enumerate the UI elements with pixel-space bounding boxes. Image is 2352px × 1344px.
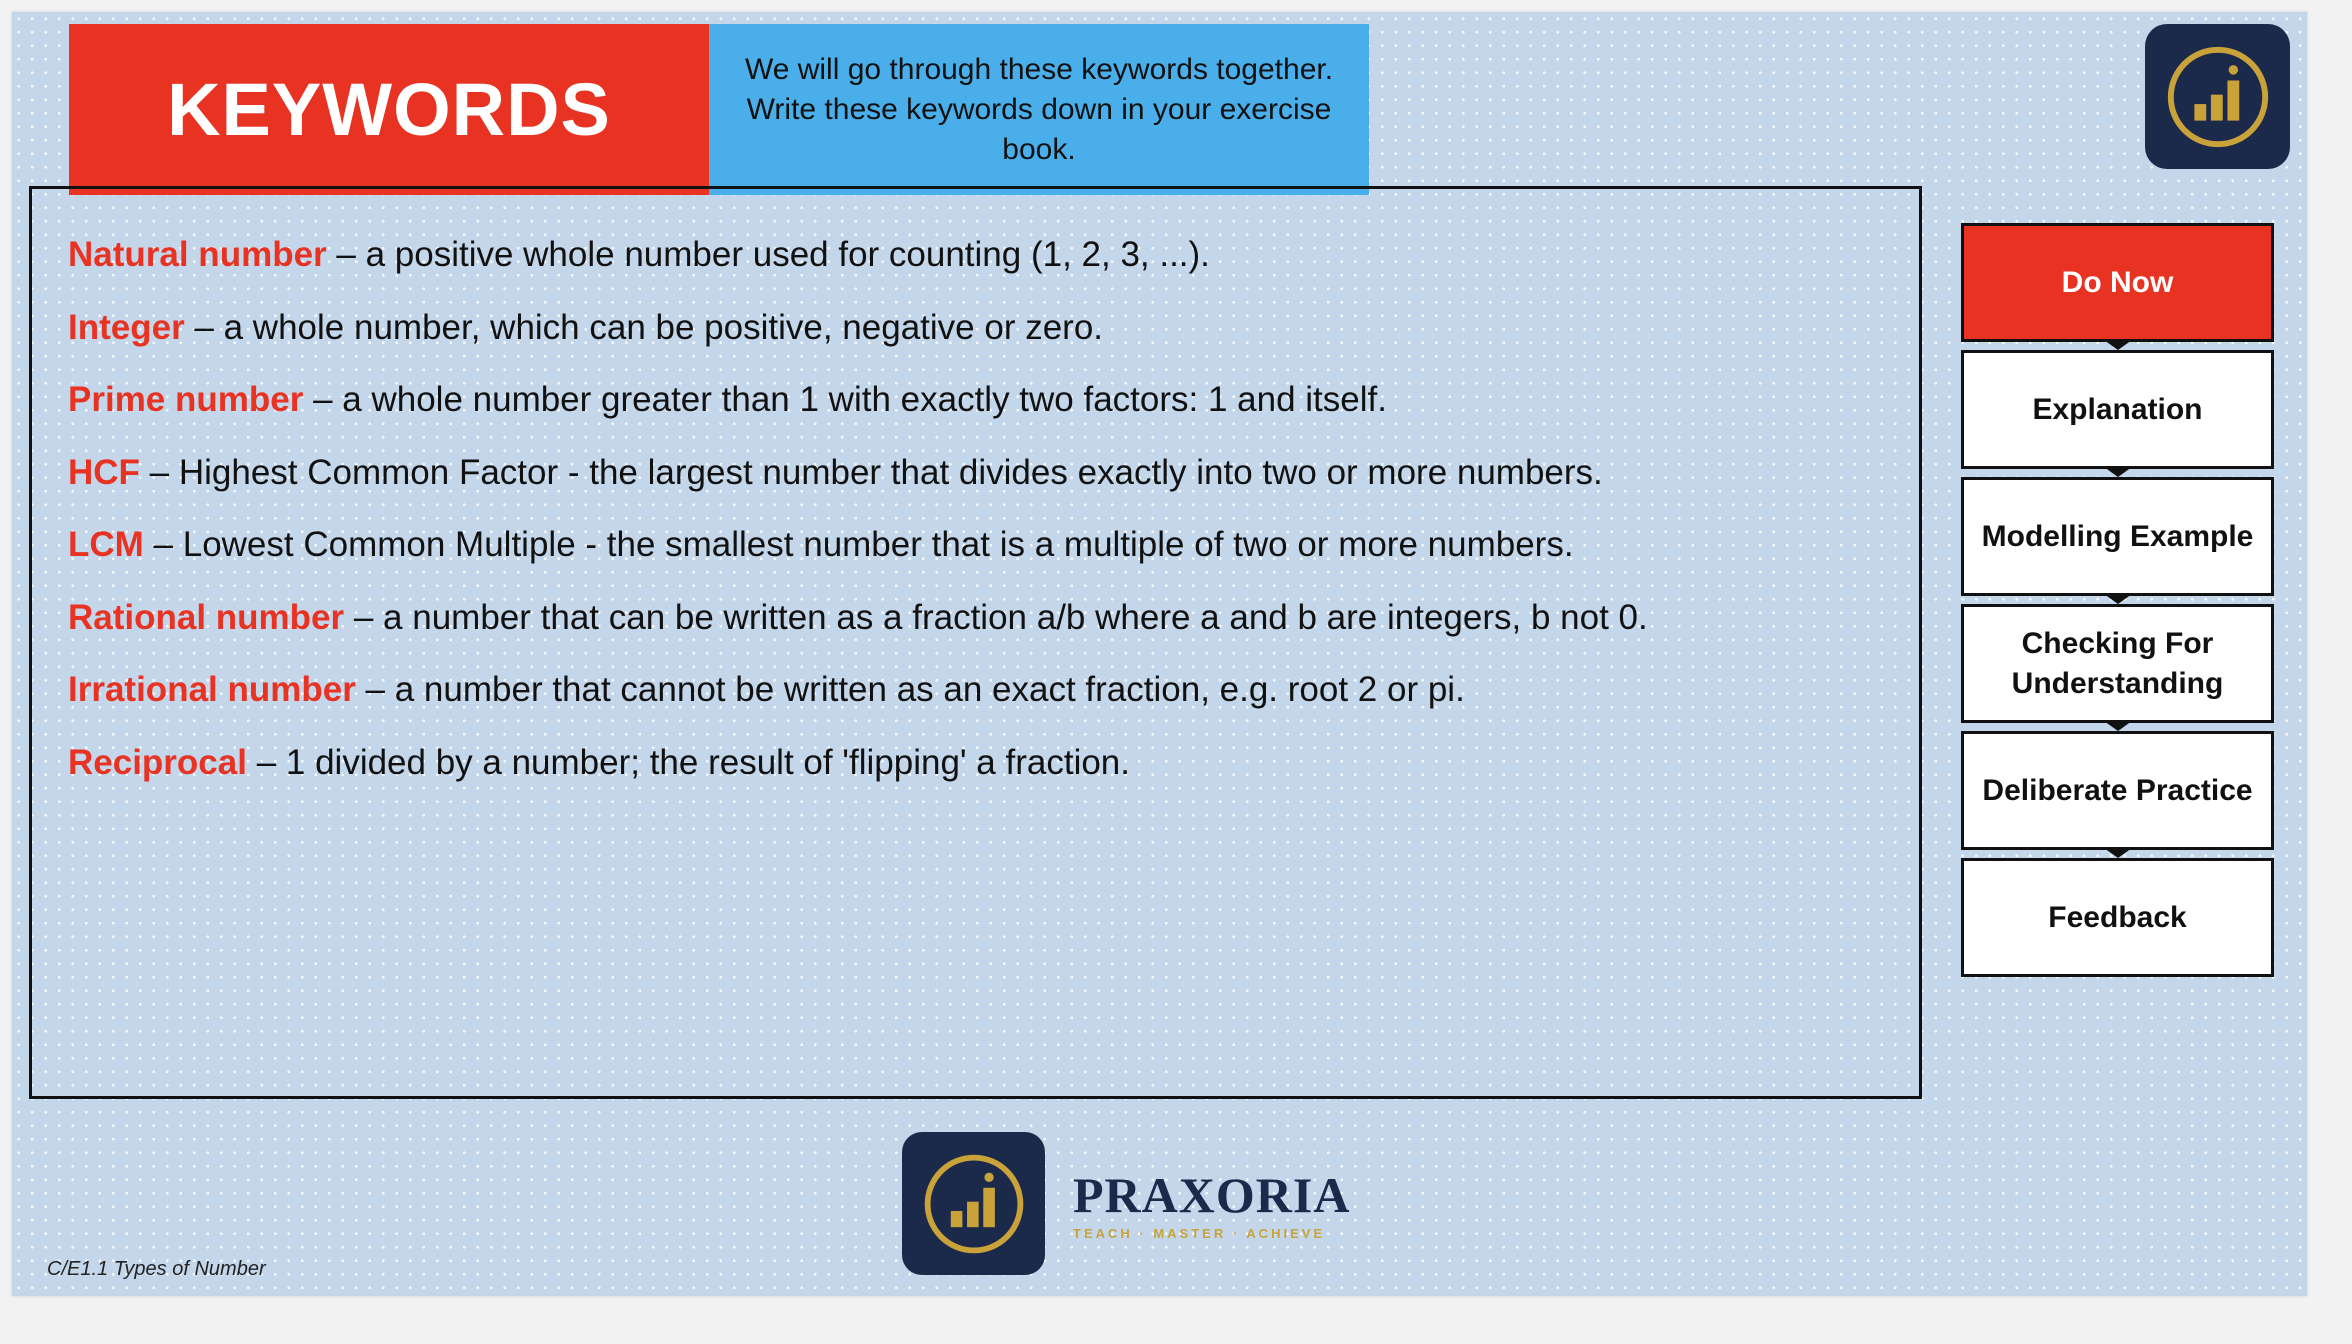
arrow-down-icon [2104, 721, 2132, 731]
brand-name: PRAXORIA [1073, 1167, 1351, 1223]
flow-step-label: Do Now [2061, 265, 2174, 299]
keywords-box [29, 186, 1922, 1099]
bar-chart-circle-icon [2159, 38, 2277, 156]
keyword-definition: – a whole number greater than 1 with exactly two factors: 1 and itself. [303, 380, 1387, 419]
flow-step-label: Modelling Example [1981, 519, 2254, 553]
flow-step-deliberate-practice[interactable] [1961, 731, 2274, 850]
keyword-term: Irrational number [68, 670, 356, 709]
keyword-row [68, 231, 1883, 304]
keyword-row [68, 739, 1883, 812]
keyword-term: Prime number [68, 380, 304, 419]
keyword-row [68, 304, 1883, 377]
keyword-definition: – a number that can be written as a fraction a/b where a and b are integers, b not 0. [344, 597, 1648, 637]
keyword-term: Natural number [68, 235, 327, 274]
arrow-down-icon [2104, 848, 2132, 858]
keyword-definition: – a number that cannot be written as an exact fraction, e.g. root 2 or pi. [355, 670, 1465, 709]
flow-step-explanation[interactable] [1961, 350, 2274, 469]
praxoria-logo-bottom [902, 1132, 1045, 1275]
flow-step-do-now[interactable] [1961, 223, 2274, 342]
keywords-title: KEYWORDS [69, 24, 709, 195]
brand-tagline: TEACH · MASTER · ACHIEVE [1073, 1226, 1326, 1241]
keyword-term: LCM [68, 525, 144, 564]
flow-step-modelling-example[interactable] [1961, 477, 2274, 596]
praxoria-logo-top [2145, 24, 2290, 169]
flow-step-label: Explanation [2032, 392, 2203, 426]
keyword-term: Integer [68, 307, 185, 347]
slide [12, 12, 2307, 1296]
flow-step-label: Feedback [2048, 900, 2187, 934]
flow-step-label: Checking For Understanding [2011, 626, 2224, 700]
lesson-flow [1961, 223, 2274, 985]
keyword-definition: – 1 divided by a number; the result of 'flipping' a fraction. [246, 742, 1131, 782]
keywords-instruction: We will go through these keywords together. Write these keywords down in your exercise book. [709, 24, 1369, 195]
keyword-term: HCF [68, 452, 140, 492]
keyword-term: Rational number [68, 597, 345, 637]
keyword-row [68, 666, 1883, 739]
arrow-down-icon [2104, 340, 2132, 350]
keyword-definition: – a whole number, which can be positive, negative or zero. [184, 307, 1104, 347]
keyword-definition: – Highest Common Factor - the largest number that divides exactly into two or more numbers. [139, 452, 1603, 492]
brand-text [1073, 1166, 1350, 1241]
keyword-definition: – Lowest Common Multiple - the smallest number that is a multiple of two or more numbers. [143, 525, 1574, 564]
keyword-row [68, 449, 1883, 522]
lesson-code: C/E1.1 Types of Number [47, 1258, 266, 1280]
flow-step-checking-for-understanding[interactable] [1961, 604, 2274, 723]
keyword-term: Reciprocal [68, 742, 247, 782]
flow-step-feedback[interactable] [1961, 858, 2274, 977]
bar-chart-circle-icon [916, 1146, 1032, 1262]
keyword-row [68, 594, 1883, 667]
brand [902, 1132, 1350, 1275]
flow-step-label: Deliberate Practice [1982, 773, 2253, 807]
keyword-definition: – a positive whole number used for counting (1, 2, 3, ...). [326, 235, 1210, 274]
arrow-down-icon [2104, 467, 2132, 477]
keyword-row [68, 376, 1883, 449]
arrow-down-icon [2104, 594, 2132, 604]
keyword-row [68, 521, 1883, 594]
